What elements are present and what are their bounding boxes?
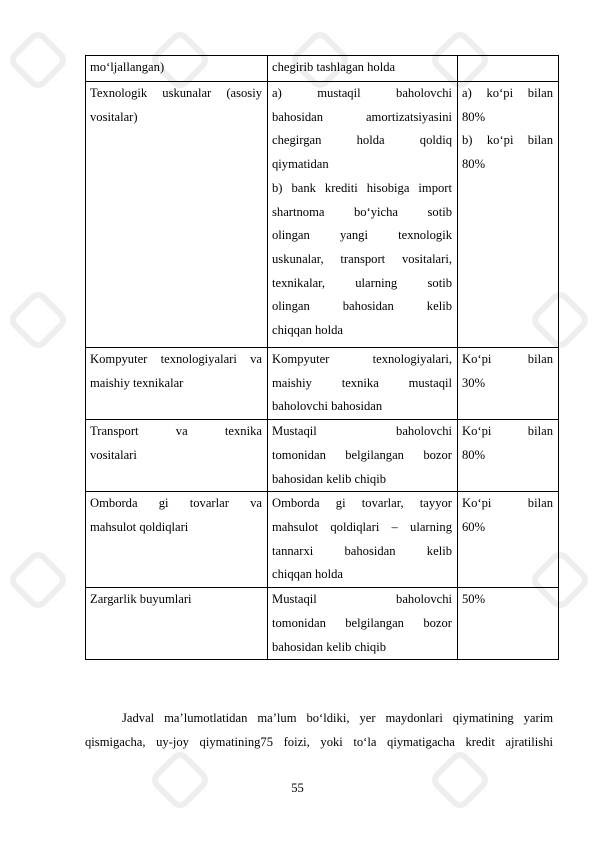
table-cell-c1 xyxy=(86,420,268,492)
table-cell-c3 xyxy=(458,420,559,492)
cell-line: 50% xyxy=(462,592,486,607)
cell-line: chiqqan holda xyxy=(272,323,343,338)
cell-line: Ko‘pi bilan xyxy=(462,424,553,439)
table-cell-c3 xyxy=(458,492,559,588)
cell-line: bahosidan amortizatsiyasini xyxy=(272,109,452,124)
cell-line: 80% xyxy=(462,109,486,124)
cell-line: chiqqan holda xyxy=(272,567,343,582)
table-cell-c2 xyxy=(268,56,458,82)
table-cell-c2 xyxy=(268,492,458,588)
cell-line: uskunalar, transport vositalari, xyxy=(272,251,452,266)
table-row xyxy=(86,348,559,420)
cell-line: Mustaqil baholovchi xyxy=(272,424,452,439)
paragraph-line: qismigacha, uy-joy qiymatining75 foizi, yoki to‘la qiymatigacha kredit ajratilishi xyxy=(85,734,553,749)
cell-line: b) bank krediti hisobiga import xyxy=(272,180,452,195)
cell-line: mahsulot qoldiqlari – ularning xyxy=(272,519,452,534)
table-cell-c1 xyxy=(86,56,268,82)
cell-line: tomonidan belgilangan bozor xyxy=(272,447,452,462)
cell-line: chegirgan holda qoldiq xyxy=(272,133,452,148)
table-row xyxy=(86,492,559,588)
cell-line: vositalari xyxy=(90,447,137,462)
cell-line: a) ko‘pi bilan xyxy=(462,86,553,100)
cell-line: 80% xyxy=(462,447,486,462)
cell-line: 80% xyxy=(462,157,486,172)
cell-line: bahosidan kelib chiqib xyxy=(272,639,387,654)
cell-line: olingan yangi texnologik xyxy=(272,228,452,243)
cell-line: shartnoma bo‘yicha sotib xyxy=(272,204,452,219)
cell-line: baholovchi bahosidan xyxy=(272,399,383,414)
cell-line: Omborda gi tovarlar, tayyor xyxy=(272,496,452,511)
cell-line: tomonidan belgilangan bozor xyxy=(272,615,452,630)
cell-line: Omborda gi tovarlar va xyxy=(90,496,262,511)
cell-line: maishiy texnikalar xyxy=(90,375,184,390)
cell-line: mo‘ljallangan) xyxy=(90,60,165,74)
table-cell-c3 xyxy=(458,348,559,420)
cell-line: chegirib tashlagan holda xyxy=(272,60,396,74)
cell-line: tannarxi bahosidan kelib xyxy=(272,543,452,558)
paragraph-line: Jadval ma’lumotlatidan ma’lum bo‘ldiki, yer maydonlari qiymatining yarim xyxy=(122,711,553,725)
table-cell-c1 xyxy=(86,82,268,348)
cell-line: Ko‘pi bilan xyxy=(462,352,553,366)
cell-line: mahsulot qoldiqlari xyxy=(90,519,189,534)
table-cell-c1 xyxy=(86,588,268,660)
table-cell-c2 xyxy=(268,348,458,420)
cell-line: 30% xyxy=(462,375,486,390)
page-number: 55 xyxy=(291,781,304,795)
cell-line: maishiy texnika mustaqil xyxy=(272,375,452,390)
cell-line: olingan bahosidan kelib xyxy=(272,299,452,314)
table-cell-c2 xyxy=(268,82,458,348)
cell-line: bahosidan kelib chiqib xyxy=(272,471,387,486)
cell-line: vositalar) xyxy=(90,109,138,124)
valuation-table xyxy=(85,55,559,660)
cell-line: Transport va texnika xyxy=(90,424,262,439)
cell-line: Kompyuter texnologiyalari, xyxy=(272,352,452,366)
table-row xyxy=(86,56,559,82)
table-row xyxy=(86,420,559,492)
table-row xyxy=(86,588,559,660)
table-cell-c3 xyxy=(458,56,559,82)
table-cell-c1 xyxy=(86,348,268,420)
table-cell-c3 xyxy=(458,82,559,348)
cell-line: Kompyuter texnologiyalari va xyxy=(90,352,262,366)
cell-line: b) ko‘pi bilan xyxy=(462,133,553,148)
body-paragraph xyxy=(85,707,553,755)
cell-line: 60% xyxy=(462,519,486,534)
table-cell-c3 xyxy=(458,588,559,660)
cell-line: Zargarlik buyumlari xyxy=(90,592,192,607)
table-body xyxy=(86,56,559,660)
cell-line: Mustaqil baholovchi xyxy=(272,592,452,607)
cell-line: a) mustaqil baholovchi xyxy=(272,86,452,100)
table-cell-c1 xyxy=(86,492,268,588)
table-row xyxy=(86,82,559,348)
cell-line: qiymatidan xyxy=(272,157,329,172)
cell-line: Texnologik uskunalar (asosiy xyxy=(90,86,262,100)
table-cell-c2 xyxy=(268,588,458,660)
cell-line: texnikalar, ularning sotib xyxy=(272,275,452,290)
cell-line: Ko‘pi bilan xyxy=(462,496,553,511)
table-cell-c2 xyxy=(268,420,458,492)
